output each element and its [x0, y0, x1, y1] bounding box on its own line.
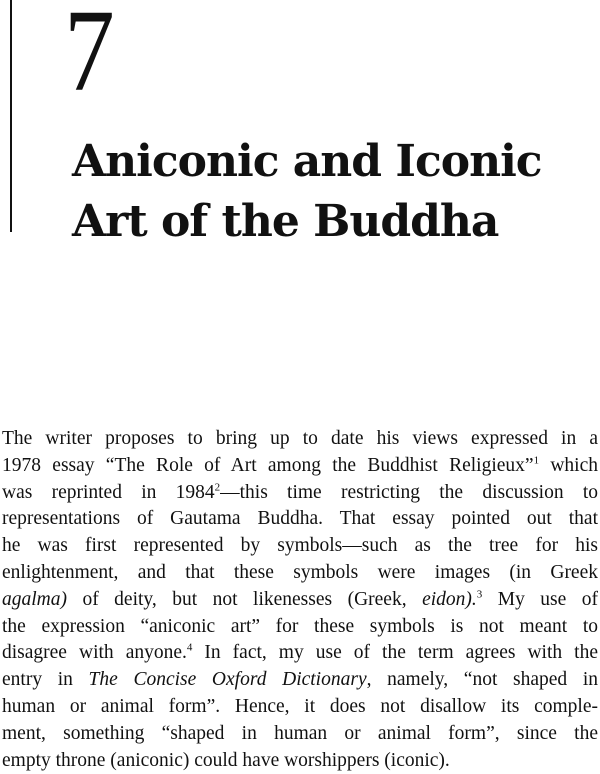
- chapter-vertical-rule: [10, 0, 12, 232]
- body-line: [2, 640, 598, 667]
- body-paragraph: [2, 426, 598, 774]
- body-text-run: human or animal form”. Hence, it does not disallow its comple-: [2, 695, 598, 717]
- body-text-run: the expression “aniconic art” for these symbols is not meant to: [2, 615, 598, 637]
- body-text-run: —this time restricting the discussion to: [220, 481, 598, 503]
- body-line: [2, 480, 598, 507]
- body-line: [2, 426, 598, 453]
- body-line: [2, 748, 598, 774]
- footnote-marker: 1: [533, 454, 540, 467]
- body-text-run: ment, something “shaped in human or animal form”, since the: [2, 722, 598, 744]
- body-text-run: empty throne (aniconic) could have worshippers (iconic).: [2, 749, 450, 771]
- chapter-title: [72, 132, 592, 252]
- body-text-run: My use of: [482, 588, 599, 610]
- body-text-run: was reprinted in 1984: [2, 481, 215, 503]
- body-line: [2, 453, 598, 480]
- body-text-run: enlightenment, and that these symbols were images (in Greek: [2, 561, 598, 583]
- footnote-marker: 3: [476, 588, 483, 601]
- body-line: [2, 506, 598, 533]
- body-text-run: , namely, “not shaped in: [366, 669, 598, 691]
- body-text-run: he was first represented by symbols—such as the tree for his: [2, 535, 598, 557]
- body-text-run: of deity, but not likenesses (Greek,: [67, 588, 423, 610]
- body-text-run: representations of Gautama Buddha. That essay pointed out that: [2, 508, 598, 530]
- body-line: [2, 667, 598, 694]
- body-text-run: The writer proposes to bring up to date his views expressed in a: [2, 428, 598, 449]
- footnote-marker: 2: [214, 481, 221, 494]
- body-text-run: entry in: [2, 669, 89, 691]
- chapter-title-line-1: Aniconic and Iconic: [72, 136, 542, 187]
- body-text-run: which: [539, 454, 599, 476]
- italic-text: The Concise Oxford Dictionary: [88, 669, 367, 691]
- body-line: [2, 560, 598, 587]
- chapter-number: 7: [64, 0, 115, 116]
- body-text-run: disagree with anyone.: [2, 642, 187, 664]
- body-line: [2, 533, 598, 560]
- body-text-run: 1978 essay “The Role of Art among the Buddhist Religieux”: [2, 454, 534, 476]
- body-line: [2, 587, 598, 614]
- body-line: [2, 694, 598, 721]
- italic-text: eidon).: [422, 588, 477, 610]
- body-text-run: In fact, my use of the term agrees with the: [192, 642, 598, 664]
- italic-text: agalma): [2, 588, 67, 610]
- footnote-marker: 4: [186, 641, 193, 654]
- body-line: [2, 614, 598, 641]
- body-line: [2, 721, 598, 748]
- chapter-title-line-2: Art of the Buddha: [72, 196, 499, 247]
